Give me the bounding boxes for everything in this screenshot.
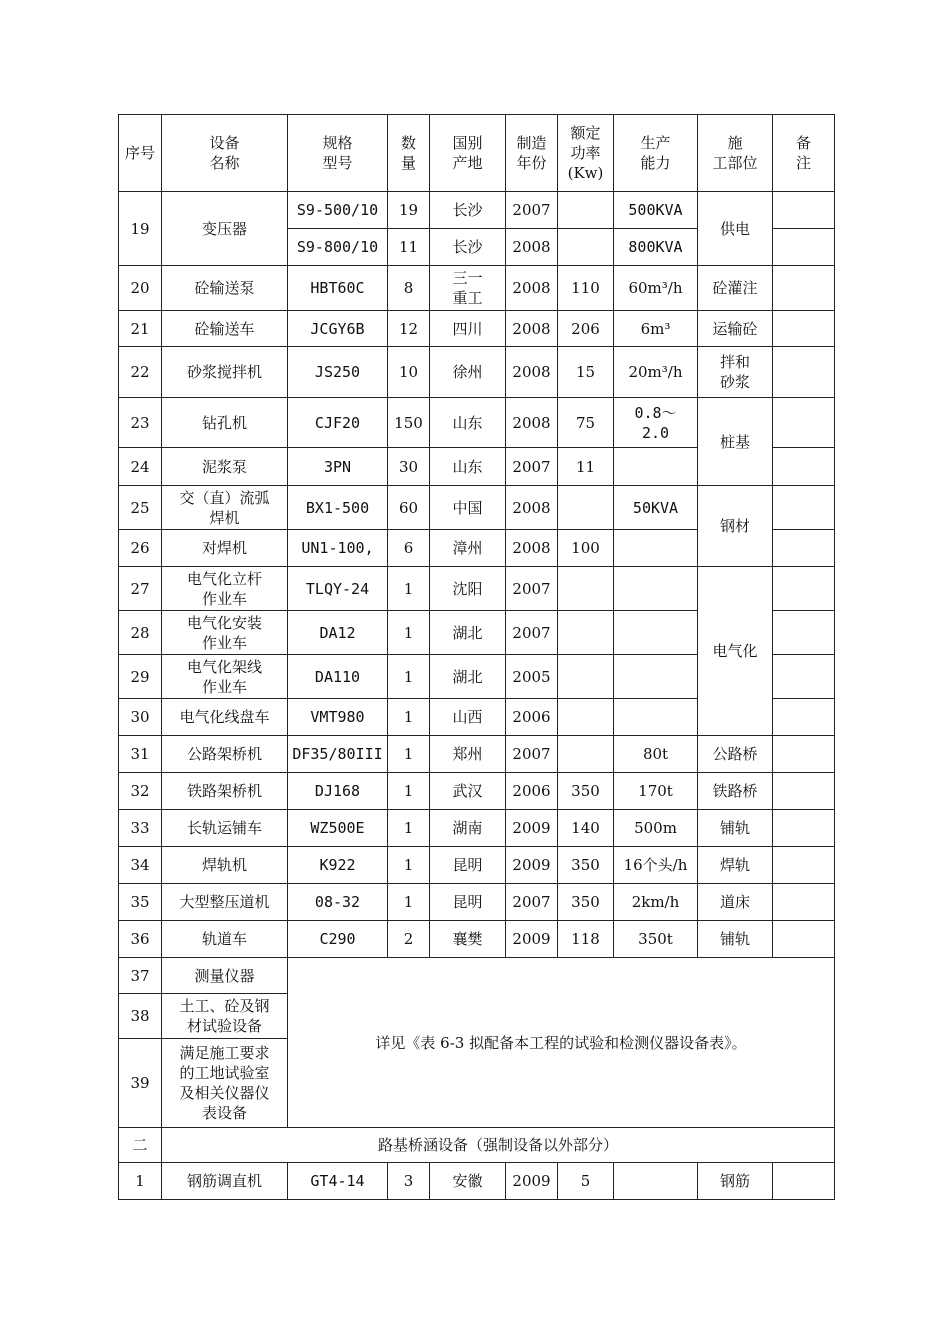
cell-power: 350	[558, 773, 614, 810]
cell-capacity: 2km/h	[614, 884, 698, 921]
cell-capacity	[614, 655, 698, 699]
cell-power: 350	[558, 847, 614, 884]
cell-site: 公路桥	[698, 736, 773, 773]
cell-capacity: 350t	[614, 921, 698, 958]
cell-capacity: 500m	[614, 810, 698, 847]
cell-year: 2008	[506, 347, 558, 398]
cell-year: 2007	[506, 884, 558, 921]
cell-capacity	[614, 567, 698, 611]
cell-name: 对焊机	[162, 530, 288, 567]
cell-origin: 武汉	[430, 773, 506, 810]
cell-year: 2009	[506, 810, 558, 847]
table-row	[119, 847, 835, 884]
cell-power: 140	[558, 810, 614, 847]
cell-qty: 1	[388, 810, 430, 847]
cell-model: GT4-14	[288, 1163, 388, 1200]
cell-name: 钻孔机	[162, 398, 288, 448]
cell-power: 15	[558, 347, 614, 398]
cell-name: 电气化安装 作业车	[162, 611, 288, 655]
cell-no: 36	[119, 921, 162, 958]
cell-capacity: 6m³	[614, 311, 698, 347]
cell-remark	[773, 530, 835, 567]
cell-name: 满足施工要求 的工地试验室 及相关仪器仪 表设备	[162, 1039, 288, 1128]
cell-model: TLQY-24	[288, 567, 388, 611]
cell-origin: 安徽	[430, 1163, 506, 1200]
cell-qty: 3	[388, 1163, 430, 1200]
cell-capacity: 60m³/h	[614, 266, 698, 311]
cell-origin: 沈阳	[430, 567, 506, 611]
cell-no: 24	[119, 448, 162, 486]
cell-power: 350	[558, 884, 614, 921]
cell-model: VMT980	[288, 699, 388, 736]
cell-no: 35	[119, 884, 162, 921]
cell-name: 变压器	[162, 192, 288, 266]
cell-qty: 1	[388, 736, 430, 773]
cell-year: 2008	[506, 486, 558, 530]
cell-no: 29	[119, 655, 162, 699]
cell-power: 206	[558, 311, 614, 347]
table-row	[119, 567, 835, 611]
cell-capacity: 170t	[614, 773, 698, 810]
cell-no: 28	[119, 611, 162, 655]
cell-name: 交（直）流弧 焊机	[162, 486, 288, 530]
table-row	[119, 1163, 835, 1200]
cell-name: 电气化架线 作业车	[162, 655, 288, 699]
cell-remark	[773, 567, 835, 611]
cell-year: 2006	[506, 699, 558, 736]
cell-origin: 长沙	[430, 229, 506, 266]
cell-remark	[773, 884, 835, 921]
cell-no: 33	[119, 810, 162, 847]
cell-power	[558, 192, 614, 229]
table-row	[119, 311, 835, 347]
cell-model: 3PN	[288, 448, 388, 486]
cell-year: 2007	[506, 736, 558, 773]
cell-remark	[773, 736, 835, 773]
cell-site: 砼灌注	[698, 266, 773, 311]
cell-origin: 山东	[430, 398, 506, 448]
cell-site: 钢材	[698, 486, 773, 567]
cell-no: 37	[119, 958, 162, 994]
cell-origin: 徐州	[430, 347, 506, 398]
cell-qty: 10	[388, 347, 430, 398]
cell-remark	[773, 921, 835, 958]
cell-qty: 12	[388, 311, 430, 347]
cell-site: 道床	[698, 884, 773, 921]
cell-power: 11	[558, 448, 614, 486]
cell-model: C290	[288, 921, 388, 958]
table-header-row	[119, 115, 835, 192]
cell-qty: 1	[388, 699, 430, 736]
cell-year: 2006	[506, 773, 558, 810]
cell-site: 钢筋	[698, 1163, 773, 1200]
cell-qty: 6	[388, 530, 430, 567]
cell-model: DA110	[288, 655, 388, 699]
table-row	[119, 347, 835, 398]
cell-capacity	[614, 530, 698, 567]
cell-capacity: 80t	[614, 736, 698, 773]
cell-capacity: 50KVA	[614, 486, 698, 530]
cell-remark	[773, 486, 835, 530]
cell-no: 25	[119, 486, 162, 530]
cell-origin: 山西	[430, 699, 506, 736]
cell-capacity: 500KVA	[614, 192, 698, 229]
cell-remark	[773, 611, 835, 655]
cell-name: 电气化立杆 作业车	[162, 567, 288, 611]
cell-power: 75	[558, 398, 614, 448]
cell-year: 2007	[506, 567, 558, 611]
cell-name: 长轨运铺车	[162, 810, 288, 847]
cell-capacity: 20m³/h	[614, 347, 698, 398]
cell-year: 2008	[506, 398, 558, 448]
cell-origin: 漳州	[430, 530, 506, 567]
cell-site: 供电	[698, 192, 773, 266]
cell-qty: 1	[388, 567, 430, 611]
cell-name: 土工、砼及钢 材试验设备	[162, 994, 288, 1039]
cell-power: 5	[558, 1163, 614, 1200]
table-row	[119, 810, 835, 847]
cell-no: 30	[119, 699, 162, 736]
cell-name: 电气化线盘车	[162, 699, 288, 736]
cell-year: 2009	[506, 1163, 558, 1200]
cell-no: 32	[119, 773, 162, 810]
cell-name: 泥浆泵	[162, 448, 288, 486]
cell-remark	[773, 448, 835, 486]
header-site: 施 工部位	[698, 115, 773, 192]
cell-no: 21	[119, 311, 162, 347]
cell-site: 运输砼	[698, 311, 773, 347]
cell-qty: 1	[388, 655, 430, 699]
cell-model: DF35/80III	[288, 736, 388, 773]
cell-no: 39	[119, 1039, 162, 1128]
cell-power	[558, 486, 614, 530]
cell-origin: 长沙	[430, 192, 506, 229]
cell-power	[558, 655, 614, 699]
cell-remark	[773, 810, 835, 847]
cell-model: JCGY6B	[288, 311, 388, 347]
cell-origin: 湖南	[430, 810, 506, 847]
cell-capacity: 800KVA	[614, 229, 698, 266]
cell-qty: 1	[388, 847, 430, 884]
cell-remark	[773, 1163, 835, 1200]
cell-power	[558, 736, 614, 773]
cell-remark	[773, 311, 835, 347]
header-power: 额定 功率 (Kw)	[558, 115, 614, 192]
header-qty: 数 量	[388, 115, 430, 192]
cell-model: S9-500/10	[288, 192, 388, 229]
table-row	[119, 736, 835, 773]
header-year: 制造 年份	[506, 115, 558, 192]
cell-site: 铺轨	[698, 810, 773, 847]
cell-no: 1	[119, 1163, 162, 1200]
cell-qty: 8	[388, 266, 430, 311]
cell-qty: 30	[388, 448, 430, 486]
cell-qty: 60	[388, 486, 430, 530]
cell-name: 测量仪器	[162, 958, 288, 994]
cell-site: 焊轨	[698, 847, 773, 884]
cell-model: UN1-100,	[288, 530, 388, 567]
table-row	[119, 773, 835, 810]
cell-model: WZ500E	[288, 810, 388, 847]
cell-qty: 11	[388, 229, 430, 266]
cell-model: DA12	[288, 611, 388, 655]
cell-name: 焊轨机	[162, 847, 288, 884]
cell-name: 轨道车	[162, 921, 288, 958]
cell-site: 铁路桥	[698, 773, 773, 810]
cell-power: 118	[558, 921, 614, 958]
cell-no: 20	[119, 266, 162, 311]
cell-origin: 昆明	[430, 847, 506, 884]
cell-origin: 三一 重工	[430, 266, 506, 311]
cell-model: DJ168	[288, 773, 388, 810]
cell-year: 2008	[506, 229, 558, 266]
table-row	[119, 884, 835, 921]
cell-remark	[773, 847, 835, 884]
table-row	[119, 486, 835, 530]
cell-year: 2009	[506, 847, 558, 884]
cell-power	[558, 611, 614, 655]
cell-remark	[773, 773, 835, 810]
cell-year: 2008	[506, 530, 558, 567]
cell-origin: 湖北	[430, 611, 506, 655]
table-row	[119, 958, 835, 994]
cell-remark	[773, 398, 835, 448]
cell-remark	[773, 347, 835, 398]
cell-model: CJF20	[288, 398, 388, 448]
cell-origin: 湖北	[430, 655, 506, 699]
cell-remark	[773, 192, 835, 229]
cell-year: 2008	[506, 311, 558, 347]
cell-capacity: 16个头/h	[614, 847, 698, 884]
cell-origin: 襄樊	[430, 921, 506, 958]
cell-model: BX1-500	[288, 486, 388, 530]
cell-origin: 四川	[430, 311, 506, 347]
cell-site: 桩基	[698, 398, 773, 486]
cell-remark	[773, 699, 835, 736]
cell-model: HBT60C	[288, 266, 388, 311]
cell-remark	[773, 655, 835, 699]
cell-no: 34	[119, 847, 162, 884]
cell-name: 钢筋调直机	[162, 1163, 288, 1200]
cell-year: 2005	[506, 655, 558, 699]
cell-origin: 昆明	[430, 884, 506, 921]
cell-qty: 1	[388, 611, 430, 655]
cell-year: 2008	[506, 266, 558, 311]
cell-power	[558, 567, 614, 611]
cell-year: 2009	[506, 921, 558, 958]
cell-name: 砼输送泵	[162, 266, 288, 311]
cell-no: 22	[119, 347, 162, 398]
cell-model: JS250	[288, 347, 388, 398]
cell-origin: 中国	[430, 486, 506, 530]
table-row	[119, 921, 835, 958]
cell-year: 2007	[506, 192, 558, 229]
cell-name: 砼输送车	[162, 311, 288, 347]
cell-name: 铁路架桥机	[162, 773, 288, 810]
cell-power	[558, 229, 614, 266]
cell-remark	[773, 229, 835, 266]
cell-model: K922	[288, 847, 388, 884]
section-number: 二	[119, 1128, 162, 1163]
table-row	[119, 398, 835, 448]
cell-no: 23	[119, 398, 162, 448]
cell-qty: 19	[388, 192, 430, 229]
header-no: 序号	[119, 115, 162, 192]
header-model: 规格 型号	[288, 115, 388, 192]
cell-capacity: 0.8～ 2.0	[614, 398, 698, 448]
cell-year: 2007	[506, 448, 558, 486]
cell-capacity	[614, 699, 698, 736]
header-remark: 备 注	[773, 115, 835, 192]
cell-origin: 郑州	[430, 736, 506, 773]
cell-name: 公路架桥机	[162, 736, 288, 773]
section-title: 路基桥涵设备（强制设备以外部分）	[162, 1128, 835, 1163]
equipment-table	[118, 114, 835, 1200]
cell-capacity	[614, 1163, 698, 1200]
cell-no: 31	[119, 736, 162, 773]
cell-model: S9-800/10	[288, 229, 388, 266]
cell-site: 铺轨	[698, 921, 773, 958]
cell-power: 110	[558, 266, 614, 311]
cell-no: 27	[119, 567, 162, 611]
table-row	[119, 192, 835, 229]
table-row	[119, 266, 835, 311]
header-origin: 国别 产地	[430, 115, 506, 192]
cell-remark	[773, 266, 835, 311]
cell-capacity	[614, 611, 698, 655]
cell-qty: 1	[388, 884, 430, 921]
cell-qty: 2	[388, 921, 430, 958]
cell-capacity	[614, 448, 698, 486]
cell-site: 拌和 砂浆	[698, 347, 773, 398]
cell-power: 100	[558, 530, 614, 567]
merged-note-cell: 详见《表 6-3 拟配备本工程的试验和检测仪器设备表》。	[288, 958, 835, 1128]
cell-site: 电气化	[698, 567, 773, 736]
cell-no: 26	[119, 530, 162, 567]
cell-name: 砂浆搅拌机	[162, 347, 288, 398]
cell-qty: 150	[388, 398, 430, 448]
cell-no: 19	[119, 192, 162, 266]
cell-origin: 山东	[430, 448, 506, 486]
header-name: 设备 名称	[162, 115, 288, 192]
cell-model: 08-32	[288, 884, 388, 921]
cell-no: 38	[119, 994, 162, 1039]
header-capacity: 生产 能力	[614, 115, 698, 192]
cell-name: 大型整压道机	[162, 884, 288, 921]
cell-power	[558, 699, 614, 736]
cell-year: 2007	[506, 611, 558, 655]
section-row	[119, 1128, 835, 1163]
cell-qty: 1	[388, 773, 430, 810]
